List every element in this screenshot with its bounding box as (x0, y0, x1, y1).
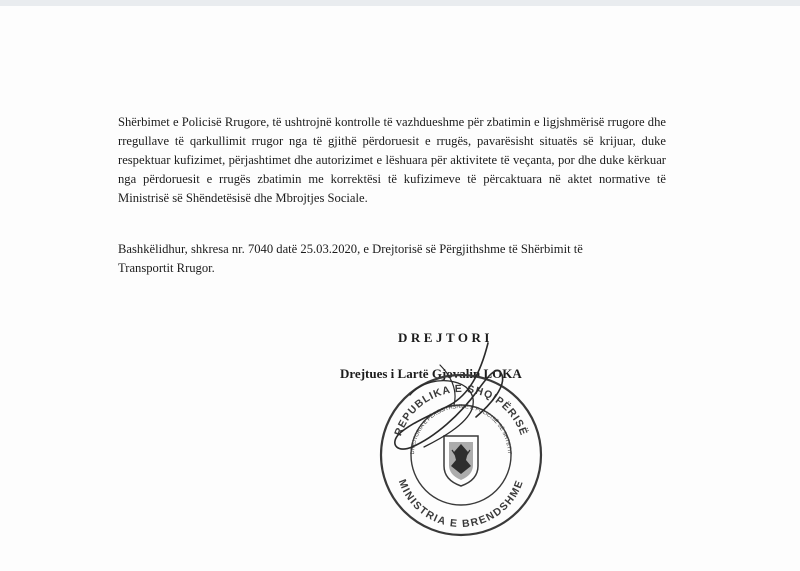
director-name: Drejtues i Lartë Gjovalin LOKA (340, 366, 522, 381)
stamp-inner-text: DREJTORIA E PËRGJITHSHME E POLICISË SË SHTETIT (409, 403, 513, 455)
director-title: DREJTORI (398, 330, 493, 345)
body-paragraph-2 (118, 240, 666, 278)
stamp-outer-text: REPUBLIKA E SHQIPËRISË (392, 382, 530, 438)
stamp-bottom-text: MINISTRIA E BRENDSHME (395, 477, 527, 531)
paragraph-2-line-1: Bashkëlidhur, shkresa nr. 7040 datë 25.03.2020, e Drejtorisë së Përgjithshme të Shërbimit të (118, 242, 583, 256)
paragraph-2-line-2: Transportit Rrugor. (118, 261, 215, 275)
top-border-strip (0, 0, 800, 6)
body-paragraph-1: Shërbimet e Policisë Rrugore, të ushtrojnë kontrolle të vazhdueshme për zbatimin e ligjshmërisë rrugore dhe rregullave të qarkullimit rrugor nga të gjithë përdoruesit e rrugës, pavarësisht situatës së krijuar, duke respektuar kufizimet, përjashtimet dhe autorizimet e lëshuara për aktivitete të veçanta, por dhe duke kërkuar nga përdoruesit e rrugës zbatimin me korrektësi të kufizimeve të përcaktuara në aktet normative të Ministrisë së Shëndetësisë dhe Mbrojtjes Sociale. (118, 114, 666, 205)
handwritten-signature (380, 335, 530, 465)
